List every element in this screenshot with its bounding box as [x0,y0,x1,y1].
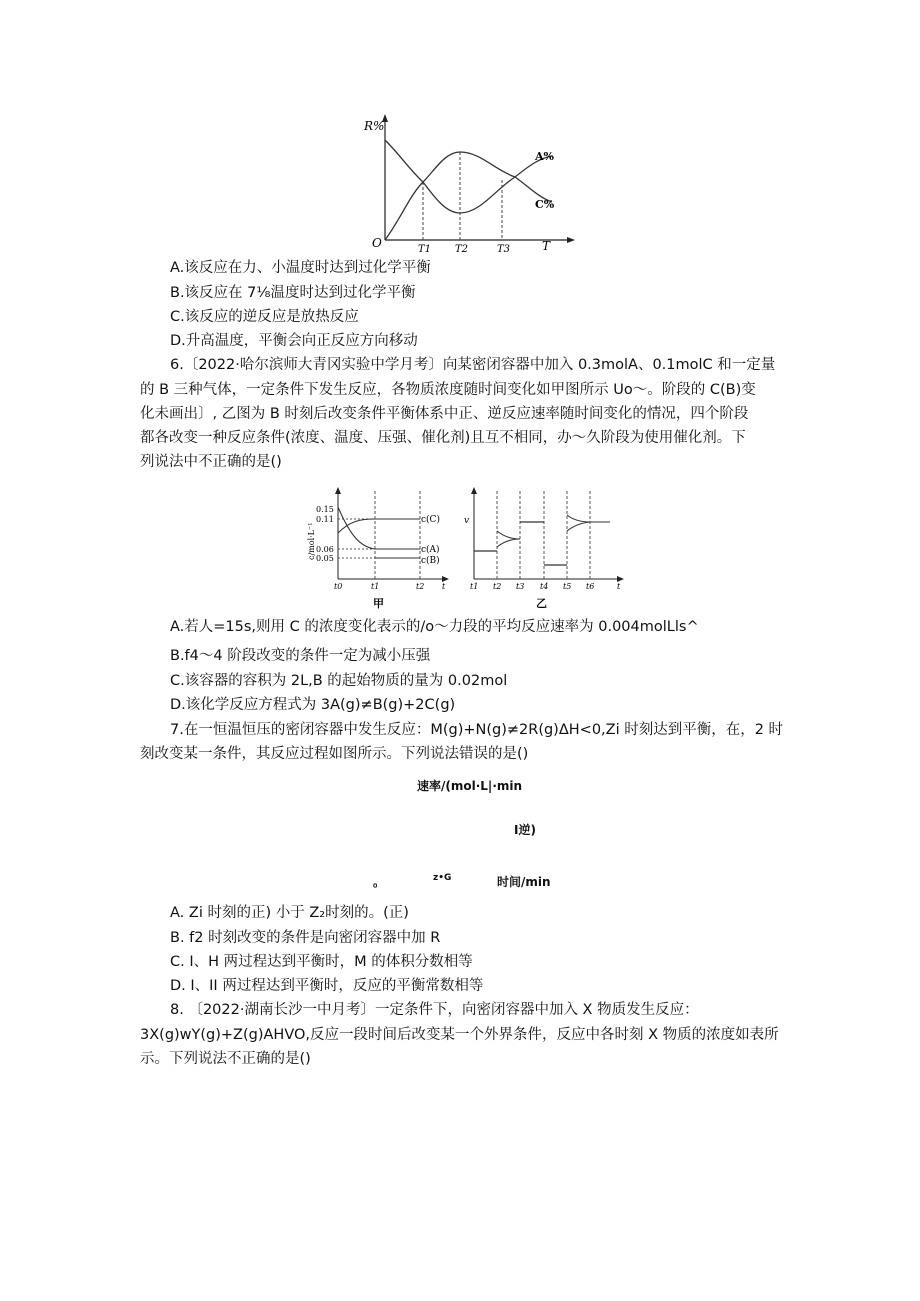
fig3-y-label: 速率/(mol·L|·min [417,779,523,793]
equilibrium-curve-figure [330,110,590,255]
x-tick-t: t [617,582,621,591]
q6-option-c: C.该容器的容积为 2L,B 的起始物质的量为 0.02mol [170,673,508,689]
x-tick-t0: t0 [334,582,343,591]
y-tick-015: 0.15 [316,505,334,514]
fig3-origin: 。 [373,875,386,889]
q6-option-a: A.若人=15s,则用 C 的浓度变化表示的/o～力段的平均反应速率为 0.004molLls^ [170,619,699,635]
q6-stem-line3: 化未画出〕, 乙图为 B 时刻后改变条件平衡体系中正、逆反应速率随时间变化的情况，四个阶段 [140,406,749,422]
y-tick-006: 0.06 [316,545,334,554]
q7-stem-line2: 刻改变某一条件，其反应过程如图所示。下列说法错误的是() [140,746,529,762]
rate-segment-2 [497,531,520,547]
fig3-x-marks: z•G [433,873,452,883]
y-axis-arrow [471,487,477,494]
q5-option-c: C.该反应的逆反应是放热反应 [170,309,359,325]
x-tick-t2: t2 [493,582,502,591]
tick-t1: T1 [418,244,432,255]
q5-option-b: B.该反应在 7⅛温度时达到过化学平衡 [170,285,416,301]
q6-option-d: D.该化学反应方程式为 3A(g)≠B(g)+2C(g) [170,697,456,713]
fig3-curve-label: I逆) [514,823,536,837]
y-tick-011: 0.11 [316,515,334,524]
q7-option-d: D. I、II 两过程达到平衡时，反应的平衡常数相等 [170,978,484,994]
q6-stem-line1: 6.〔2022·哈尔滨师大青冈实验中学月考〕向某密闭容器中加入 0.3molA、0.1molC 和一定量 [170,357,776,373]
q8-stem-line1: 8. 〔2022·湖南长沙一中月考〕一定条件下，向密闭容器中加入 X 物质发生反应： [170,1002,699,1018]
curve-c-label: C% [535,198,555,211]
q6-stem-line4: 都各改变一种反应条件(浓度、温度、压强、催化剂)且互不相同，办～久阶段为使用催化剂。下 [140,430,746,446]
q6-stem-line2: 的 B 三种气体，一定条件下发生反应，各物质浓度随时间变化如甲图所示 Uo～。阶段的 C(B)变 [140,382,756,398]
caption-jia: 甲 [373,597,384,610]
q5-option-d: D.升高温度，平衡会向正反应方向移动 [170,333,418,349]
label-cc: c(C) [421,515,440,525]
x-tick-t2: t2 [416,582,425,591]
q7-option-b: B. f2 时刻改变的条件是向密闭容器中加 R [170,930,441,946]
x-axis-label: T [542,239,551,253]
x-tick-t4: t4 [540,582,549,591]
curve-a-label: A% [535,150,554,163]
caption-yi: 乙 [536,597,547,610]
x-tick-t5: t5 [563,582,572,591]
q7-stem-line1: 7.在一恒温恒压的密闭容器中发生反应：M(g)+N(g)≠2R(g)ΔH<0,Zi 时刻达到平衡，在，2 时 [170,722,784,738]
x-tick-t: t [442,582,446,591]
q7-option-c: C. I、H 两过程达到平衡时，M 的体积分数相等 [170,954,473,970]
y-axis-label: v [464,516,470,526]
y-tick-005: 0.05 [316,554,334,563]
rate-segment-5 [567,515,610,531]
y-axis-label: R% [364,119,385,133]
q6-option-b: B.f4～4 阶段改变的条件一定为减小压强 [170,648,431,664]
tick-t2: T2 [455,244,469,255]
q8-stem-line3: 示。下列说法不正确的是() [140,1051,311,1067]
origin-label: O [372,236,382,250]
q6-stem-line5: 列说法中不正确的是() [140,454,282,470]
y-axis-arrow [335,487,341,494]
label-cb: c(B) [421,556,440,566]
x-axis-arrow [567,237,575,243]
x-tick-t6: t6 [586,582,595,591]
x-tick-t1: t1 [371,582,380,591]
curve-a-series [338,507,420,549]
figure-yi [460,485,630,610]
fig3-x-label: 时间/min [497,875,551,889]
q8-stem-line2: 3X(g)wY(g)+Z(g)AHVO,反应一段时间后改变某一个外界条件，反应中各时刻 X 物质的浓度如表所 [140,1027,779,1043]
curve-c [385,152,552,240]
curve-a [385,140,552,213]
tick-t3: T3 [497,244,511,255]
q7-option-a: A. Zi 时刻的正) 小于 Z₂时刻的。(正) [170,905,409,921]
figure-jia [300,485,460,610]
label-ca: c(A) [421,545,440,555]
x-tick-t1: t1 [470,582,479,591]
y-axis-label: c/mol·L⁻¹ [307,522,316,560]
q5-option-a: A.该反应在力、小温度时达到过化学平衡 [170,260,431,276]
x-tick-t3: t3 [516,582,525,591]
